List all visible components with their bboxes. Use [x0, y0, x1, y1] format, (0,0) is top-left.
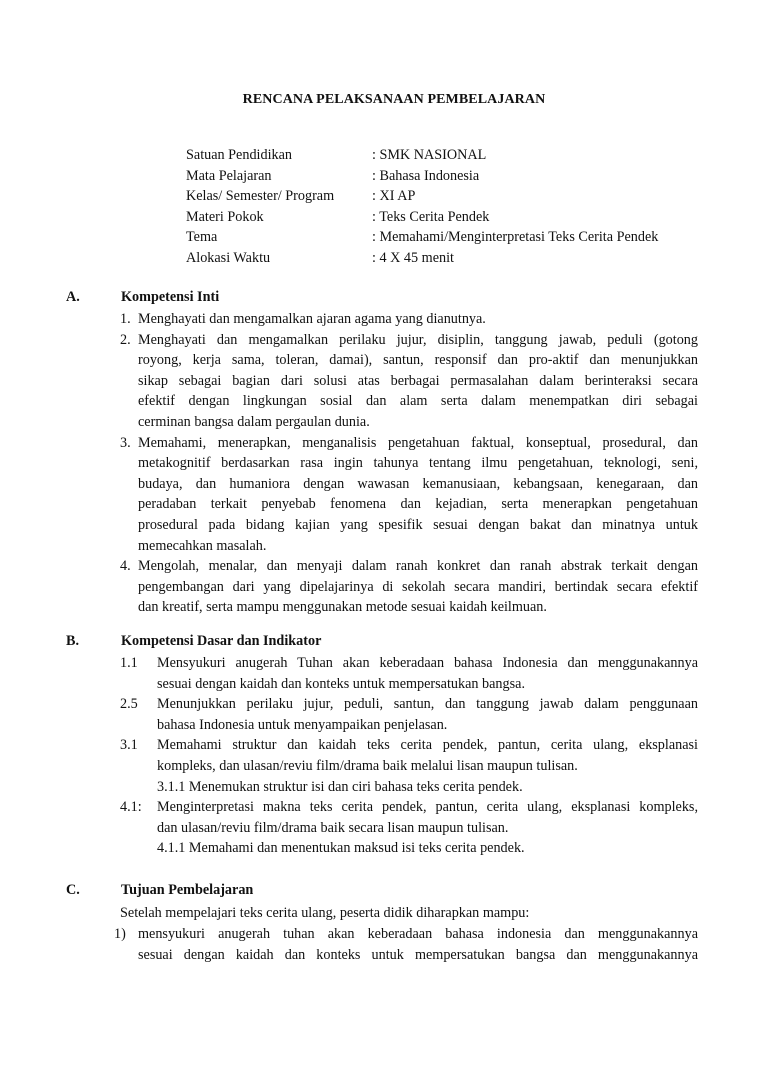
- item-line: memecahkan masalah.: [138, 537, 267, 554]
- info-value: : XI AP: [372, 188, 416, 205]
- item-line: kompleks, dan ulasan/reviu film/drama baik melalui lisan maupun tulisan.: [157, 757, 578, 774]
- item-line: dan ulasan/reviu film/drama baik secara lisan maupun tulisan.: [157, 819, 509, 836]
- document-title: RENCANA PELAKSANAAN PEMBELAJARAN: [242, 92, 546, 107]
- info-value: : Teks Cerita Pendek: [372, 208, 490, 225]
- item-line: Menunjukkan perilaku jujur, peduli, santun, dan tanggung jawab dalam penggunaan: [157, 696, 698, 713]
- item-number: 3.: [120, 434, 131, 451]
- section-intro: Setelah mempelajari teks cerita ulang, peserta didik diharapkan mampu:: [120, 905, 530, 921]
- info-value: : SMK NASIONAL: [372, 147, 487, 163]
- item-line: dan kreatif, serta mampu menggunakan metode sesuai kaidah keilmuan.: [138, 599, 547, 616]
- item-line: efektif dengan lingkungan sosial dan alam serta dalam menempatkan diri sebagai: [138, 393, 698, 410]
- item-number: 4.: [120, 558, 131, 575]
- item-line: pengembangan dari yang dipelajarinya di sekolah secara mandiri, bertindak secara efektif: [138, 578, 698, 595]
- section-c-body: [120, 903, 698, 924]
- list-item: [120, 433, 698, 557]
- item-line: royong, kerja sama, toleran, damai), santun, responsif dan pro-aktif dan menunjukkan: [138, 352, 698, 369]
- section-letter: C.: [66, 882, 80, 898]
- item-line: cerminan bangsa dalam pergaulan dunia.: [138, 413, 370, 430]
- item-line: Menginterpretasi makna teks cerita pendek, pantun, cerita ulang, eksplanasi kompleks,: [157, 799, 698, 816]
- section-letter: A.: [66, 289, 80, 305]
- item-line: bahasa Indonesia untuk menyampaikan penjelasan.: [157, 716, 448, 733]
- info-value: : Memahami/Menginterpretasi Teks Cerita Pendek: [372, 229, 659, 246]
- info-label: Kelas/ Semester/ Program: [186, 188, 335, 205]
- item-number: 1.: [120, 311, 131, 327]
- section-c-list: [114, 924, 698, 965]
- section-a-heading: [66, 289, 219, 306]
- section-title: Kompetensi Inti: [121, 289, 220, 305]
- info-label: Mata Pelajaran: [186, 167, 272, 184]
- item-line: mensyukuri anugerah tuhan akan keberadaan bahasa indonesia dan menggunakannya: [138, 926, 698, 942]
- item-line: sesuai dengan kaidah dan konteks untuk mempersatukan bangsa dan menggunakannya: [138, 946, 698, 963]
- item-number: 3.1: [120, 737, 138, 754]
- info-value: : 4 X 45 menit: [372, 249, 454, 266]
- list-item: [120, 309, 698, 330]
- item-number: 4.1:: [120, 799, 142, 816]
- item-line: Mengolah, menalar, dan menyaji dalam ranah konkret dan ranah abstrak terkait dengan: [138, 558, 698, 575]
- indicator-line: 4.1.1 Memahami dan menentukan maksud isi teks cerita pendek.: [157, 840, 525, 857]
- item-line: metakognitif berdasarkan rasa ingin tahunya tentang ilmu pengetahuan, teknologi, seni,: [138, 455, 698, 472]
- section-title: Tujuan Pembelajaran: [121, 882, 254, 898]
- info-label: Satuan Pendidikan: [186, 147, 292, 163]
- section-title: Kompetensi Dasar dan Indikator: [121, 633, 322, 649]
- list-item: [120, 330, 698, 433]
- item-line: sesuai dengan kaidah dan konteks untuk mempersatukan bangsa.: [157, 675, 525, 692]
- list-item: [120, 735, 698, 797]
- list-item: [120, 653, 698, 694]
- section-b-list: [120, 653, 698, 859]
- section-c-heading: [66, 882, 253, 899]
- item-line: Memahami struktur dan kaidah teks cerita pendek, pantun, cerita ulang, eksplanasi: [157, 737, 698, 754]
- info-value: : Bahasa Indonesia: [372, 167, 480, 184]
- item-number: 2.: [120, 331, 131, 348]
- section-letter: B.: [66, 633, 80, 649]
- indicator-line: 3.1.1 Menemukan struktur isi dan ciri bahasa teks cerita pendek.: [157, 778, 523, 795]
- item-line: Menghayati dan mengamalkan perilaku jujur, disiplin, tanggung jawab, peduli (gotong: [138, 331, 698, 348]
- item-number: 1.1: [120, 655, 138, 671]
- list-item: [114, 924, 698, 965]
- item-line: budaya, dan humaniora dengan wawasan kemanusiaan, kebangsaan, kenegaraan, dan: [138, 475, 698, 492]
- info-label: Tema: [186, 229, 218, 246]
- list-item: [120, 797, 698, 859]
- info-label: Materi Pokok: [186, 208, 264, 225]
- item-line: Menghayati dan mengamalkan ajaran agama yang dianutnya.: [138, 311, 486, 327]
- list-item: [120, 556, 698, 618]
- item-line: prosedural pada bidang kajian yang spesifik sesuai dengan bakat dan minatnya untuk: [138, 516, 698, 533]
- item-line: peradaban terkait penyebab fenomena dan kejadian, serta menerapkan pengetahuan: [138, 496, 698, 513]
- item-line: Memahami, menerapkan, menganalisis pengetahuan faktual, konseptual, prosedural, dan: [138, 434, 698, 451]
- item-line: Mensyukuri anugerah Tuhan akan keberadaan bahasa Indonesia dan menggunakannya: [157, 655, 698, 671]
- item-number: 2.5: [120, 696, 138, 713]
- section-a-list: [120, 309, 698, 618]
- info-label: Alokasi Waktu: [186, 249, 271, 266]
- section-b-heading: [66, 633, 321, 650]
- item-line: sikap sebagai bagian dari solusi atas berbagai permasalahan dalam berinteraksi secara: [138, 372, 698, 389]
- item-number: 1): [114, 926, 126, 942]
- list-item: [120, 694, 698, 735]
